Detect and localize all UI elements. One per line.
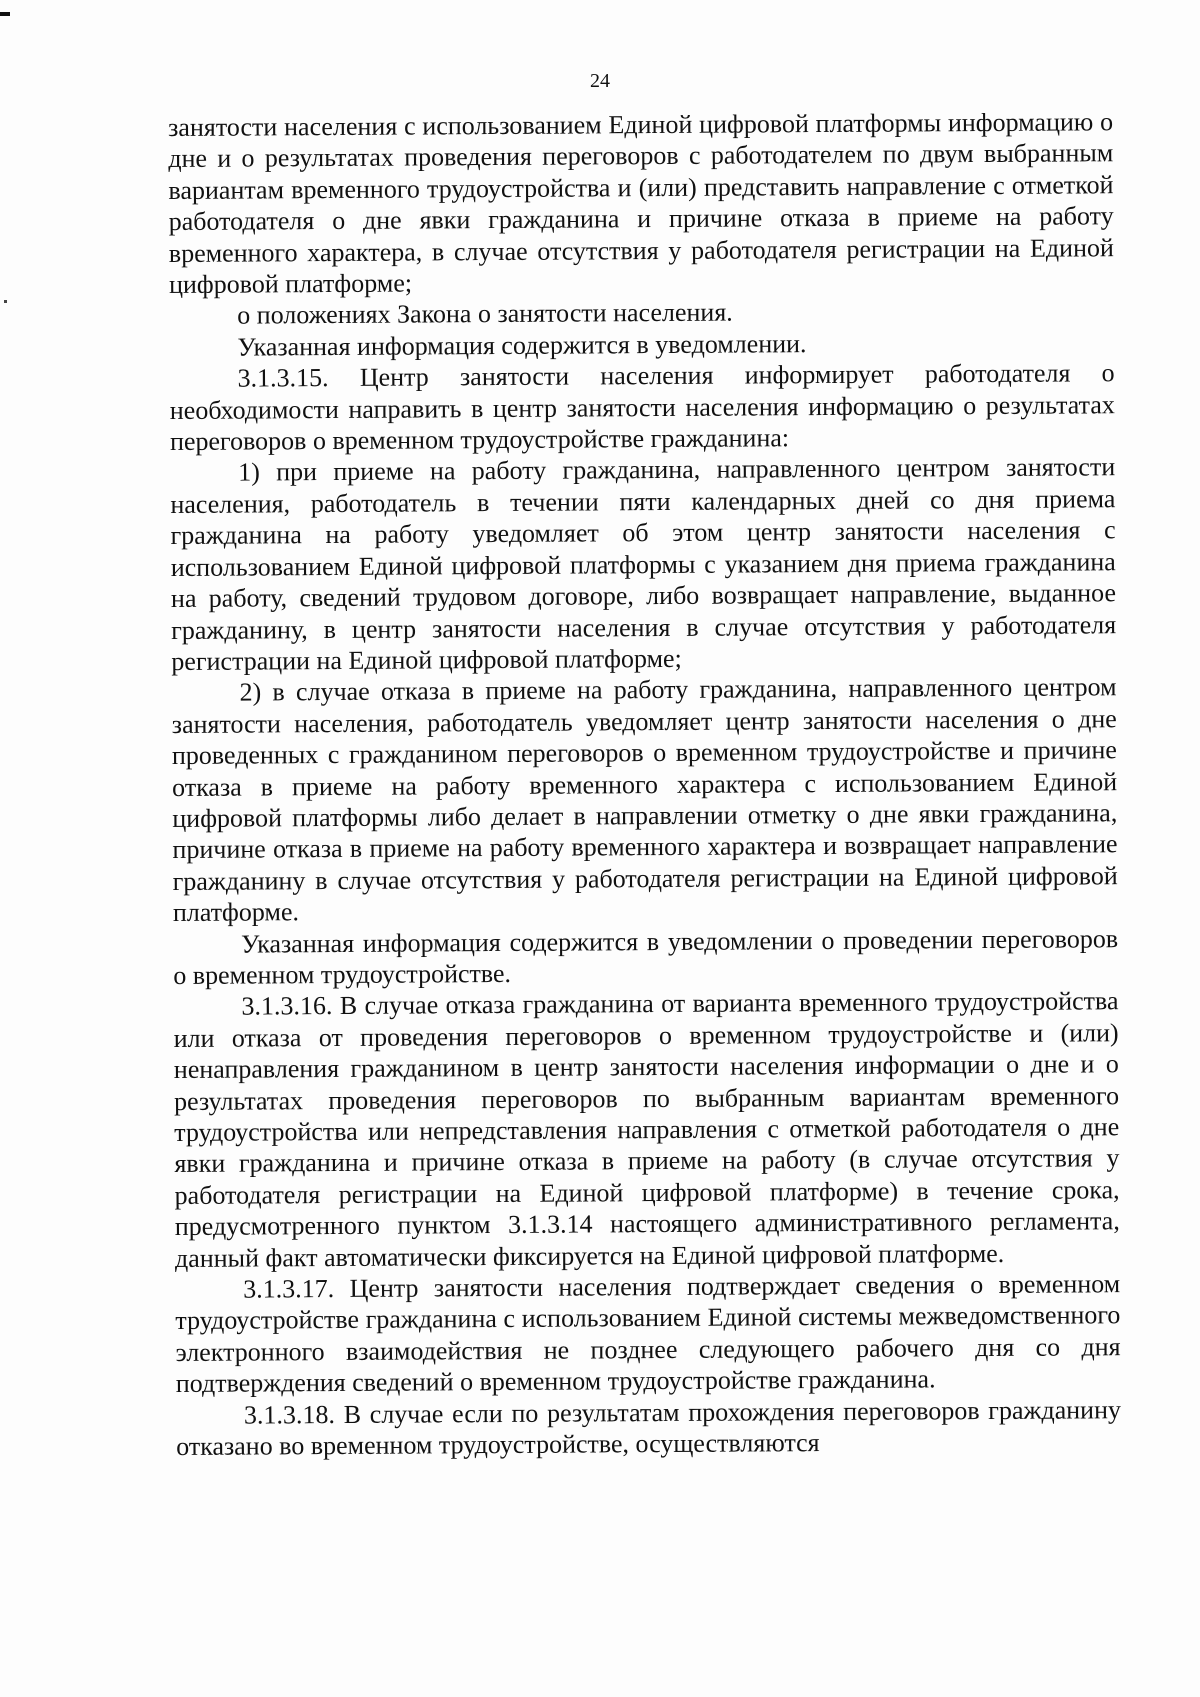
paragraph-clause-3-1-3-18: 3.1.3.18. В случае если по результатам прохождения переговоров гражданину отказано во временном трудоустройстве, осуществляются bbox=[176, 1394, 1122, 1462]
paragraph-clause-3-1-3-17: 3.1.3.17. Центр занятости населения подтверждает сведения о временном трудоустройстве гражданина с использованием Единой системы межведомственного электронного взаимодействия не позднее следующего рабочего дня со дня подтверждения сведений о временном трудоустройстве гражданина. bbox=[175, 1269, 1121, 1399]
document-body bbox=[168, 106, 1121, 1462]
paragraph-item-1: 1) при приеме на работу гражданина, направленного центром занятости населения, работодатель в течении пяти календарных дней со дня приема гражданина на работу уведомляет об этом центр занятости населения с использованием Единой цифровой платформы с указанием дня приема гражданина на работу, сведений трудовом договоре, либо возвращает направление, выданное гражданину, в центр занятости населения в случае отсутствия у работодателя регистрации на Единой цифровой платформе; bbox=[170, 452, 1117, 676]
paragraph-notice-info: Указанная информация содержится в уведомлении. bbox=[237, 328, 807, 362]
page-number: 24 bbox=[590, 70, 610, 92]
scan-artifact-dot bbox=[4, 300, 7, 303]
paragraph-negotiation-notice: Указанная информация содержится в уведомлении о проведении переговоров о временном трудоустройстве. bbox=[173, 923, 1119, 990]
paragraph-continuation: занятости населения с использованием Единой цифровой платформы информацию о дне и о результатах проведения переговоров с работодателем по двум выбранным вариантам временного трудоустройства и (или) представить направление с отметкой работодателя о дне явки гражданина и причине отказа в приеме на работу временного характера, в случае отсутствия у работодателя регистрации на Единой цифровой платформе; bbox=[168, 107, 1114, 300]
scan-artifact-mark bbox=[0, 12, 10, 16]
paragraph-clause-3-1-3-16: 3.1.3.16. В случае отказа гражданина от варианта временного трудоустройства или отказа от проведения переговоров о временном трудоустройстве и (или) ненаправления гражданином в центр занятости населения информации о дне и о результатах проведения переговоров по выбранным вариантам временного трудоустройства или непредставления направления с отметкой работодателя о дне явки гражданина и причине отказа в приеме на работу (в случае отсутствия у работодателя регистрации на Единой цифровой платформе) в течение срока, предусмотренного пунктом 3.1.3.14 настоящего административного регламента, данный факт автоматически фиксируется на Единой цифровой платформе. bbox=[173, 986, 1120, 1273]
paragraph-law-provisions: о положениях Закона о занятости населения. bbox=[237, 297, 733, 331]
paragraph-clause-3-1-3-15: 3.1.3.15. Центр занятости населения информирует работодателя о необходимости направить в центр занятости населения информацию о результатах переговоров о временном трудоустройстве гражданина: bbox=[169, 358, 1115, 457]
paragraph-item-2: 2) в случае отказа в приеме на работу гражданина, направленного центром занятости населения, работодатель уведомляет центр занятости населения о дне проведенных с гражданином переговоров о временном трудоустройстве и причине отказа в приеме на работу временного характера с использованием Единой цифровой платформы либо делает в направлении отметку о дне явки гражданина, причине отказа в приеме на работу временного характера и возвращает направление гражданину в случае отсутствия у работодателя регистрации на Единой цифровой платформе. bbox=[171, 672, 1118, 928]
